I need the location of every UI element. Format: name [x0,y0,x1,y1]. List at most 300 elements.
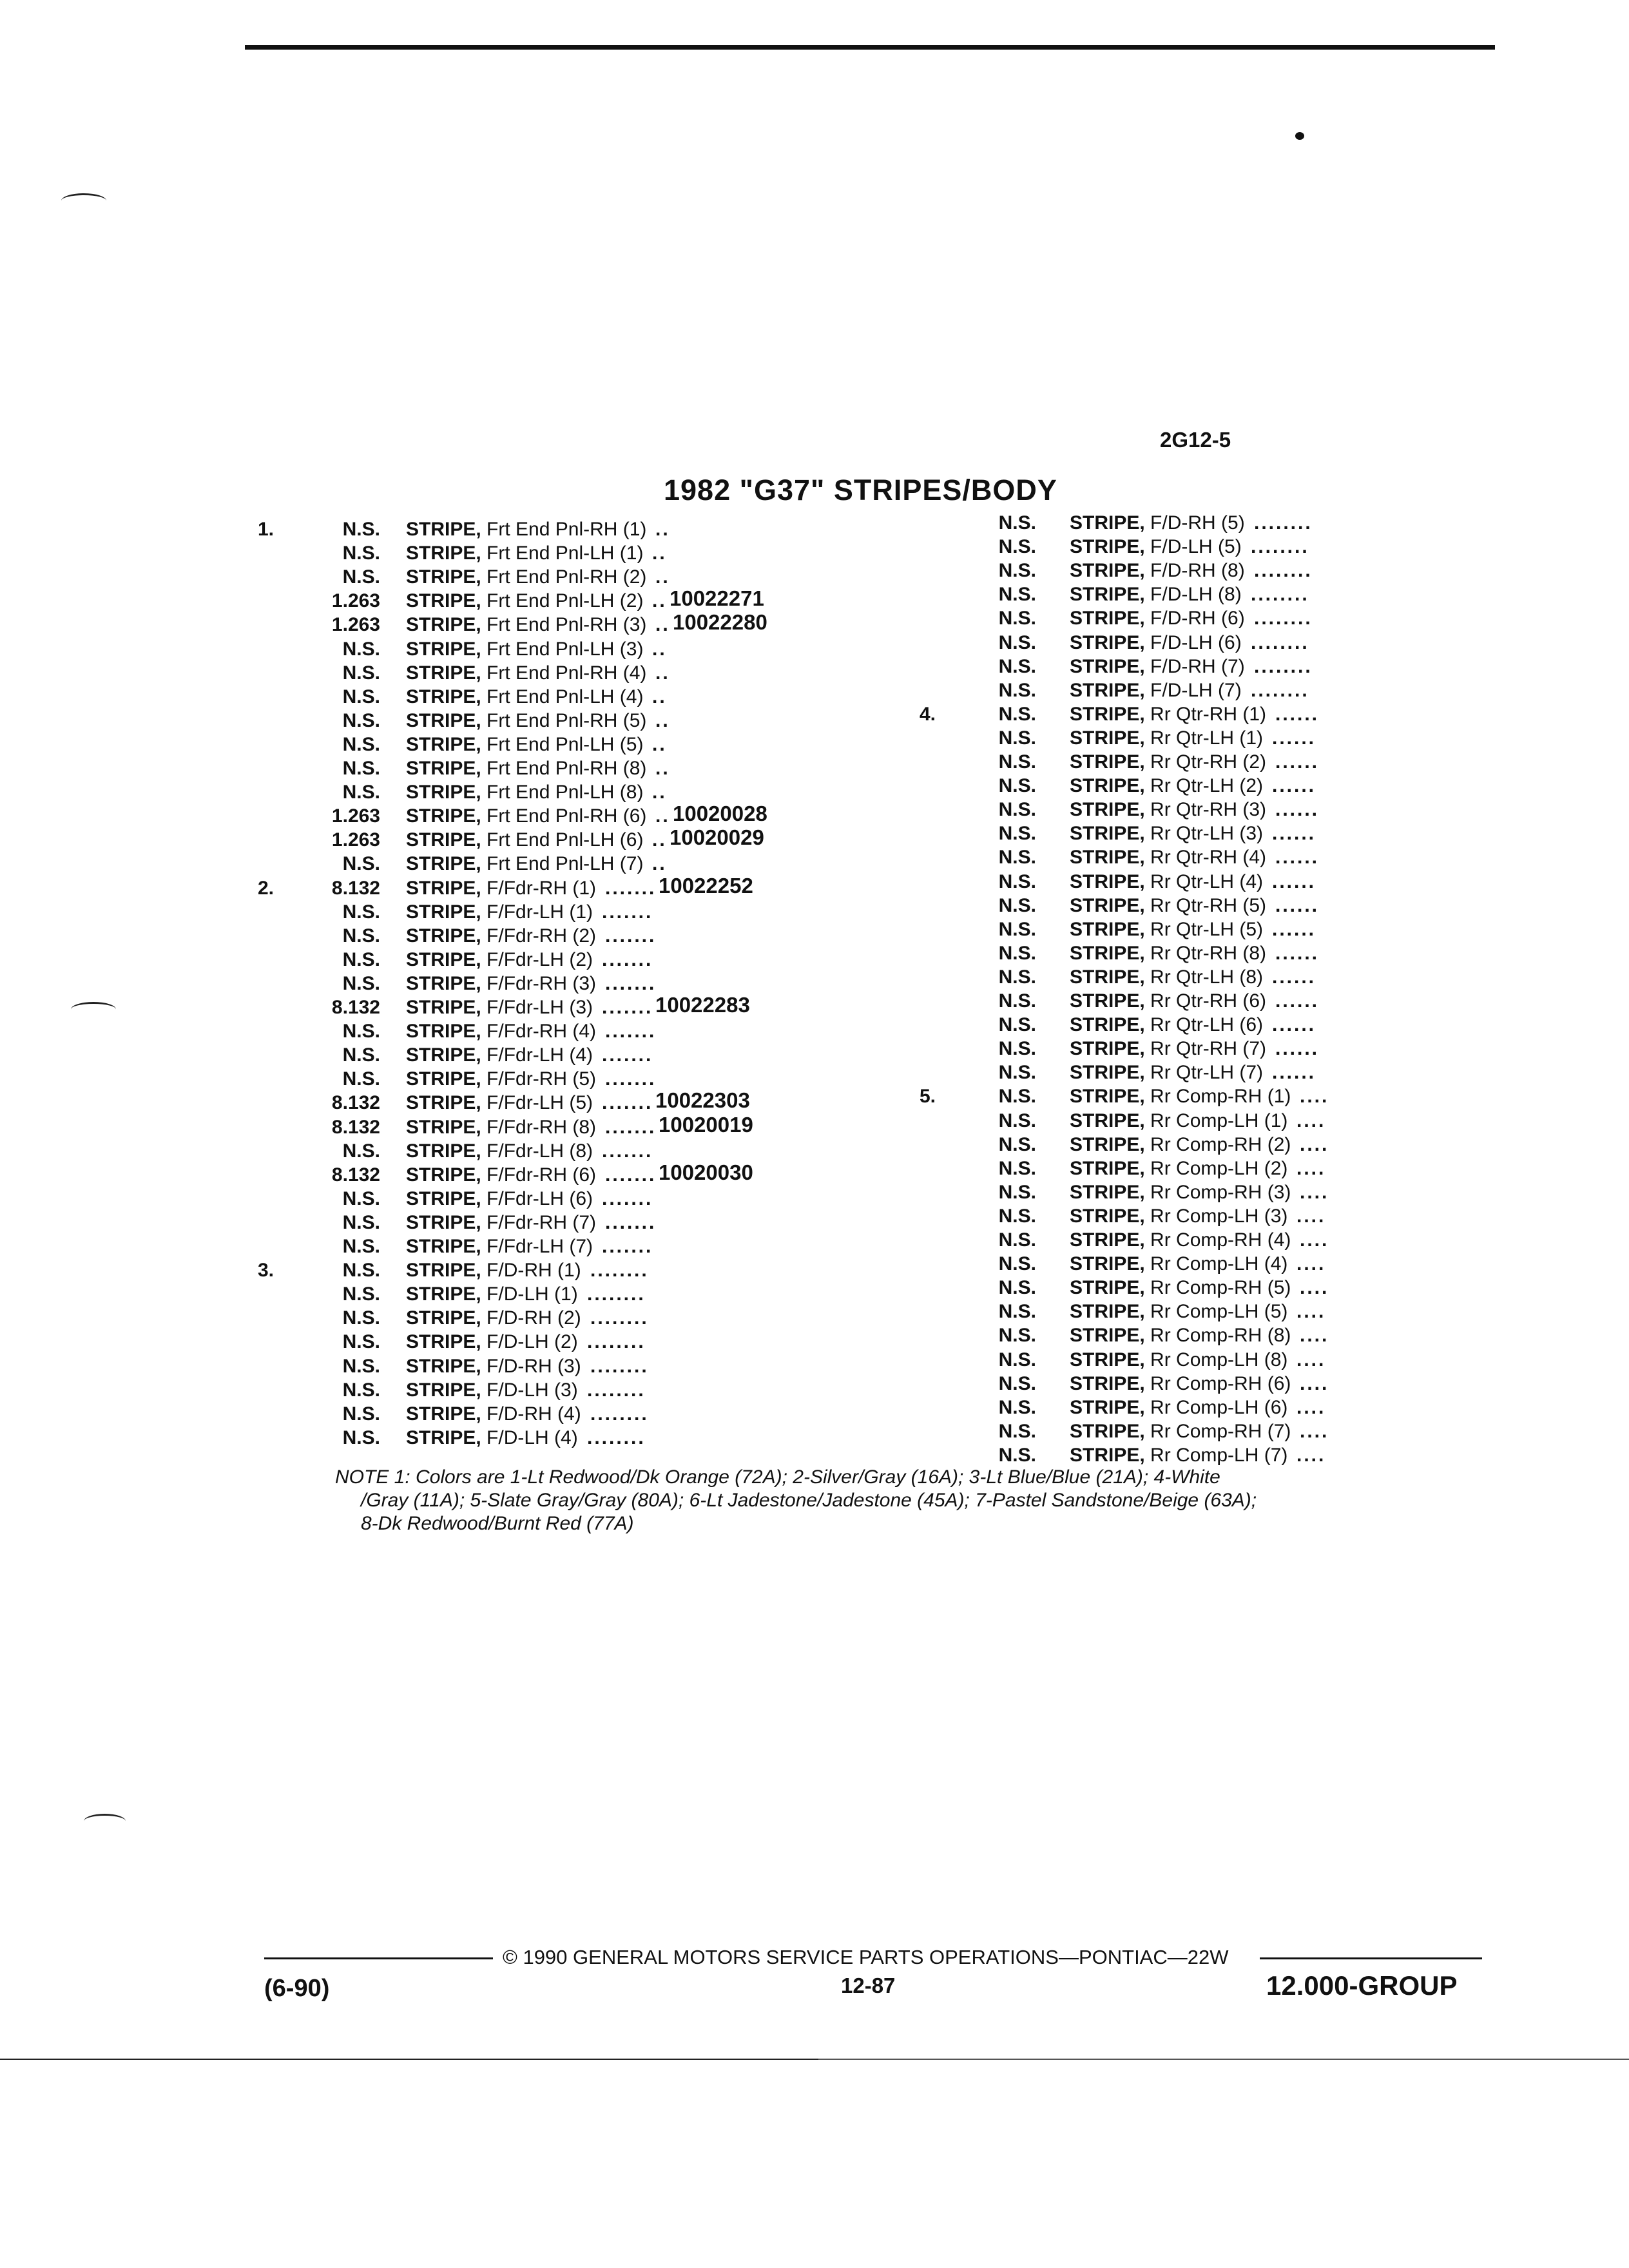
part-detail: F/D-LH (8) [1150,584,1242,606]
part-description [1070,655,1245,678]
quantity: N.S. [998,560,1036,582]
leader-dots: .... [1296,1253,1326,1275]
part-description [1070,1276,1291,1300]
part-name: STRIPE, [1070,918,1145,940]
part-detail: Rr Comp-RH (5) [1150,1277,1291,1299]
part-description [1070,1443,1287,1467]
part-row [0,655,1629,678]
part-description [1070,1061,1263,1084]
part-name: STRIPE, [1070,1014,1145,1036]
part-detail: F/Fdr-RH (6) [487,1164,597,1186]
leader-dots: ....... [602,1187,653,1209]
part-description [1070,631,1242,655]
part-detail: Rr Qtr-RH (1) [1150,703,1267,725]
part-detail: F/Fdr-LH (8) [487,1140,593,1162]
part-detail: Rr Qtr-RH (6) [1150,990,1267,1012]
leader-dots: ...... [1275,990,1320,1012]
part-name: STRIPE, [406,1236,481,1257]
leader-dots: .... [1300,1086,1329,1108]
quantity: N.S. [342,543,380,564]
quantity: 8.132 [331,877,380,899]
leader-dots: .. [655,519,670,540]
part-detail: F/D-LH (2) [487,1331,578,1353]
part-name: STRIPE, [406,1427,481,1448]
quantity: N.S. [342,733,380,755]
part-row [0,1276,1629,1300]
leader-dots: ........ [590,1307,649,1329]
quantity: 1.263 [331,805,380,827]
bottom-rule [818,2059,1629,2060]
leader-dots: ........ [587,1427,646,1448]
leader-dots: .. [655,758,670,779]
part-description [1070,845,1266,869]
quantity: N.S. [998,775,1036,797]
quantity: N.S. [342,566,380,588]
part-description [1070,894,1266,918]
color-note [335,1466,1508,1535]
part-name: STRIPE, [406,1331,481,1353]
part-name: STRIPE, [406,925,481,947]
part-name: STRIPE, [1070,655,1145,677]
page-title: 1982 "G37" STRIPES/BODY [664,474,1057,506]
leader-dots: ....... [602,1236,653,1257]
quantity: N.S. [998,847,1036,869]
leader-dots: .. [652,590,667,612]
part-name: STRIPE, [1070,942,1145,964]
part-name: STRIPE, [1070,775,1145,797]
part-row [0,1109,1629,1133]
part-name: STRIPE, [406,1092,481,1114]
quantity: N.S. [998,1133,1036,1155]
part-name: STRIPE, [406,1044,481,1066]
part-description [1070,1396,1287,1419]
part-detail: Rr Comp-LH (4) [1150,1253,1288,1275]
quantity: N.S. [998,1110,1036,1131]
leader-dots: ...... [1275,703,1320,725]
quantity: N.S. [342,1427,380,1448]
scan-speck [1295,132,1304,140]
leader-dots: ....... [602,948,653,970]
part-number: 10022252 [659,873,753,898]
part-row [0,1228,1629,1252]
part-description [1070,750,1266,774]
part-detail: Frt End Pnl-LH (3) [487,638,644,660]
quantity: N.S. [998,1205,1036,1227]
part-detail: F/Fdr-RH (4) [487,1021,597,1043]
leader-dots: ...... [1275,894,1320,916]
part-name: STRIPE, [1070,1181,1145,1203]
part-detail: Rr Comp-LH (2) [1150,1157,1288,1179]
part-row [0,989,1629,1013]
part-detail: F/D-LH (6) [1150,631,1242,653]
part-detail: F/Fdr-LH (5) [487,1092,593,1114]
part-detail: F/D-LH (4) [487,1427,578,1448]
part-description [1070,1109,1287,1133]
part-detail: Rr Qtr-RH (7) [1150,1038,1267,1060]
part-name: STRIPE, [406,877,481,899]
leader-dots: ........ [1251,631,1309,653]
quantity: N.S. [342,758,380,779]
quantity: N.S. [998,727,1036,749]
part-name: STRIPE, [1070,1253,1145,1275]
part-detail: F/Fdr-RH (7) [487,1211,597,1233]
leader-dots: ....... [605,1068,657,1090]
quantity: N.S. [342,1068,380,1090]
part-detail: Frt End Pnl-LH (2) [487,590,644,612]
quantity: N.S. [998,966,1036,988]
quantity: N.S. [342,853,380,875]
part-name: STRIPE, [1070,894,1145,916]
part-description [1070,774,1263,798]
part-row [0,1300,1629,1323]
part-detail: F/D-RH (4) [487,1403,581,1425]
part-description [1070,511,1245,535]
quantity: N.S. [342,901,380,923]
leader-dots: ...... [1272,727,1316,749]
quantity: N.S. [342,1307,380,1329]
part-detail: Frt End Pnl-RH (3) [487,614,647,636]
part-name: STRIPE, [406,590,481,612]
quantity: N.S. [998,751,1036,773]
leader-dots: ...... [1272,918,1316,940]
leader-dots: .. [652,543,667,564]
part-row [0,1204,1629,1228]
part-name: STRIPE, [406,829,481,851]
part-detail: Rr Qtr-LH (1) [1150,727,1264,749]
leader-dots: ....... [602,1044,653,1066]
quantity: N.S. [998,1372,1036,1394]
leader-dots: ........ [590,1260,649,1282]
part-name: STRIPE, [1070,1396,1145,1418]
quantity: N.S. [342,1403,380,1425]
part-name: STRIPE, [1070,1325,1145,1347]
note-line: /Gray (11A); 5-Slate Gray/Gray (80A); 6-Lt Jadestone/Jadestone (45A); 7-Pastel Sandstone/Beige (63A); [361,1490,1257,1511]
leader-dots: ........ [590,1403,649,1425]
part-detail: Rr Qtr-LH (6) [1150,1014,1264,1036]
quantity: N.S. [998,894,1036,916]
leader-dots: .... [1296,1396,1326,1418]
leader-dots: ...... [1272,870,1316,892]
leader-dots: .... [1296,1205,1326,1227]
part-detail: F/Fdr-RH (2) [487,925,597,947]
quantity: N.S. [998,1229,1036,1251]
leader-dots: .... [1300,1277,1329,1299]
part-detail: Rr Comp-LH (5) [1150,1301,1288,1323]
part-number: 10022271 [670,586,764,611]
part-description [1070,1084,1291,1108]
part-description [1070,1133,1291,1157]
part-name: STRIPE, [406,1403,481,1425]
leader-dots: ........ [1254,560,1313,582]
part-name: STRIPE, [1070,608,1145,629]
quantity: N.S. [998,1086,1036,1108]
part-name: STRIPE, [406,805,481,827]
quantity: 8.132 [331,997,380,1018]
part-row [0,702,1629,726]
part-detail: F/D-LH (5) [1150,536,1242,558]
part-detail: F/Fdr-RH (3) [487,972,597,994]
quantity: N.S. [998,1038,1036,1060]
part-name: STRIPE, [406,782,481,803]
part-detail: F/Fdr-LH (7) [487,1236,593,1257]
part-name: STRIPE, [406,948,481,970]
part-row [0,1323,1629,1347]
part-description [1070,918,1263,941]
part-number: 10020019 [659,1112,753,1137]
part-name: STRIPE, [1070,727,1145,749]
part-description [1070,989,1266,1013]
part-detail: Rr Comp-LH (6) [1150,1396,1288,1418]
part-number: 10022283 [655,993,750,1017]
part-number: 10020030 [659,1160,753,1184]
part-row [0,511,1629,535]
leader-dots: ...... [1275,1038,1320,1060]
part-detail: Rr Qtr-RH (8) [1150,942,1267,964]
quantity: 1.263 [331,590,380,612]
leader-dots: .. [652,686,667,707]
quantity: N.S. [998,1444,1036,1466]
part-name: STRIPE, [1070,1062,1145,1084]
part-name: STRIPE, [1070,1349,1145,1370]
part-detail: Rr Qtr-LH (4) [1150,870,1264,892]
part-row [0,918,1629,941]
part-detail: F/D-RH (7) [1150,655,1245,677]
part-detail: Rr Qtr-RH (3) [1150,799,1267,821]
part-description [1070,702,1266,726]
part-description [1070,1013,1263,1037]
quantity: N.S. [342,948,380,970]
part-row [0,870,1629,894]
part-name: STRIPE, [406,519,481,540]
part-detail: Frt End Pnl-LH (8) [487,782,644,803]
footer-page-number: 12-87 [841,1974,896,1997]
part-detail: Frt End Pnl-RH (4) [487,662,647,684]
part-name: STRIPE, [406,733,481,755]
leader-dots: .. [655,662,670,684]
leader-dots: ....... [605,877,657,899]
part-name: STRIPE, [1070,536,1145,558]
part-name: STRIPE, [406,901,481,923]
part-detail: F/D-RH (1) [487,1260,581,1282]
part-name: STRIPE, [1070,966,1145,988]
quantity: N.S. [998,870,1036,892]
group-number: 1. [258,519,275,540]
quantity: N.S. [342,686,380,707]
leader-dots: .. [655,614,670,636]
note-line: 8-Dk Redwood/Burnt Red (77A) [361,1513,634,1534]
part-description [1070,1037,1266,1061]
footer-date: (6-90) [264,1975,330,2002]
leader-dots: ...... [1272,966,1316,988]
leader-dots: .. [652,782,667,803]
part-detail: F/Fdr-RH (8) [487,1116,597,1138]
part-row [0,1348,1629,1372]
quantity: N.S. [998,799,1036,821]
part-detail: Rr Comp-RH (2) [1150,1133,1291,1155]
leader-dots: ........ [1251,679,1309,701]
part-row [0,774,1629,798]
quantity: N.S. [998,1157,1036,1179]
leader-dots: ...... [1272,1014,1316,1036]
part-number: 10022303 [655,1088,750,1113]
part-detail: F/Fdr-LH (4) [487,1044,593,1066]
group-number: 2. [258,877,275,899]
part-detail: F/Fdr-LH (1) [487,901,593,923]
leader-dots: .. [652,638,667,660]
quantity: N.S. [998,1181,1036,1203]
part-detail: Rr Qtr-LH (2) [1150,775,1264,797]
part-detail: F/Fdr-RH (1) [487,877,597,899]
part-description [1070,1323,1291,1347]
part-name: STRIPE, [406,758,481,779]
quantity: N.S. [998,584,1036,606]
leader-dots: ........ [1251,584,1309,606]
part-row [0,798,1629,822]
leader-dots: .... [1300,1133,1329,1155]
part-name: STRIPE, [406,543,481,564]
part-name: STRIPE, [1070,560,1145,582]
part-detail: Rr Qtr-LH (3) [1150,823,1264,845]
part-name: STRIPE, [406,1021,481,1043]
quantity: N.S. [342,1044,380,1066]
part-description [1070,1300,1287,1323]
part-name: STRIPE, [406,662,481,684]
part-name: STRIPE, [1070,1038,1145,1060]
leader-dots: ...... [1275,799,1320,821]
quantity: N.S. [998,1062,1036,1084]
quantity: N.S. [342,1283,380,1305]
part-name: STRIPE, [1070,512,1145,533]
part-detail: Frt End Pnl-LH (4) [487,686,644,707]
part-name: STRIPE, [1070,1086,1145,1108]
part-detail: Rr Qtr-LH (5) [1150,918,1264,940]
quantity: N.S. [342,709,380,731]
quantity: N.S. [342,1236,380,1257]
leader-dots: ........ [587,1331,646,1353]
quantity: N.S. [998,918,1036,940]
part-row [0,1396,1629,1419]
quantity: N.S. [998,1253,1036,1275]
quantity: 8.132 [331,1116,380,1138]
part-detail: Rr Comp-RH (8) [1150,1325,1291,1347]
page-reference: 2G12-5 [1160,428,1231,452]
part-name: STRIPE, [406,686,481,707]
quantity: N.S. [342,1331,380,1353]
part-number: 10022280 [673,610,767,635]
part-name: STRIPE, [406,614,481,636]
group-number: 5. [920,1086,936,1108]
part-description [1070,678,1242,702]
footer-group: 12.000-GROUP [1266,1970,1458,2001]
quantity: 8.132 [331,1164,380,1186]
part-name: STRIPE, [406,1355,481,1377]
part-row [0,1013,1629,1037]
leader-dots: ....... [602,1092,653,1114]
part-row [0,941,1629,965]
part-row [0,1084,1629,1108]
part-detail: Rr Comp-RH (7) [1150,1420,1291,1442]
leader-dots: ....... [605,1211,657,1233]
quantity: N.S. [998,1014,1036,1036]
part-detail: Rr Comp-RH (6) [1150,1372,1291,1394]
part-detail: Frt End Pnl-RH (6) [487,805,647,827]
quantity: N.S. [342,1355,380,1377]
quantity: N.S. [342,925,380,947]
part-name: STRIPE, [1070,1420,1145,1442]
leader-dots: ....... [605,1021,657,1043]
leader-dots: ....... [605,1116,657,1138]
part-name: STRIPE, [406,1307,481,1329]
leader-dots: ...... [1272,775,1316,797]
part-row [0,606,1629,630]
part-name: STRIPE, [1070,1301,1145,1323]
part-description [1070,535,1242,559]
quantity: N.S. [342,1187,380,1209]
part-row [0,1419,1629,1443]
part-name: STRIPE, [1070,1229,1145,1251]
part-detail: F/Fdr-LH (3) [487,997,593,1018]
part-detail: Frt End Pnl-RH (1) [487,519,647,540]
part-description [1070,1419,1291,1443]
note-line: NOTE 1: Colors are 1-Lt Redwood/Dk Orange (72A); 2-Silver/Gray (16A); 3-Lt Blue/Blue (21A); 4-White [335,1466,1220,1488]
footer-rule-left [264,1957,493,1959]
part-name: STRIPE, [406,709,481,731]
part-detail: Rr Qtr-RH (5) [1150,894,1267,916]
quantity: N.S. [342,1140,380,1162]
part-description [1070,1252,1287,1276]
part-detail: F/D-RH (5) [1150,512,1245,533]
footer-rule-right [1260,1957,1482,1959]
part-detail: F/D-RH (3) [487,1355,581,1377]
part-description [1070,941,1266,965]
part-detail: F/D-RH (8) [1150,560,1245,582]
quantity: N.S. [998,990,1036,1012]
bottom-rule [0,2059,825,2060]
footer-copyright: © 1990 GENERAL MOTORS SERVICE PARTS OPERATIONS—PONTIAC—22W [503,1946,1229,1968]
part-name: STRIPE, [406,566,481,588]
quantity: N.S. [342,638,380,660]
part-detail: Frt End Pnl-RH (5) [487,709,647,731]
part-name: STRIPE, [1070,1444,1145,1466]
quantity: N.S. [998,703,1036,725]
leader-dots: ........ [1254,512,1313,533]
quantity: N.S. [342,1021,380,1043]
part-description [1070,582,1242,606]
leader-dots: .... [1296,1157,1326,1179]
leader-dots: ....... [605,972,657,994]
part-name: STRIPE, [406,1116,481,1138]
leader-dots: ...... [1272,1062,1316,1084]
part-detail: Frt End Pnl-LH (6) [487,829,644,851]
part-detail: F/D-LH (3) [487,1379,578,1401]
leader-dots: ........ [1254,655,1313,677]
part-detail: Rr Qtr-RH (4) [1150,847,1267,869]
part-name: STRIPE, [1070,1277,1145,1299]
leader-dots: .. [652,853,667,875]
quantity: N.S. [998,608,1036,629]
part-description [1070,965,1263,989]
quantity: N.S. [998,1420,1036,1442]
part-detail: Frt End Pnl-LH (5) [487,733,644,755]
part-description [1070,1372,1291,1396]
part-name: STRIPE, [1070,1157,1145,1179]
part-name: STRIPE, [406,1068,481,1090]
part-number: 10020028 [673,802,767,826]
part-name: STRIPE, [1070,1372,1145,1394]
leader-dots: ........ [587,1283,646,1305]
part-description [1070,1157,1287,1180]
part-name: STRIPE, [406,1140,481,1162]
